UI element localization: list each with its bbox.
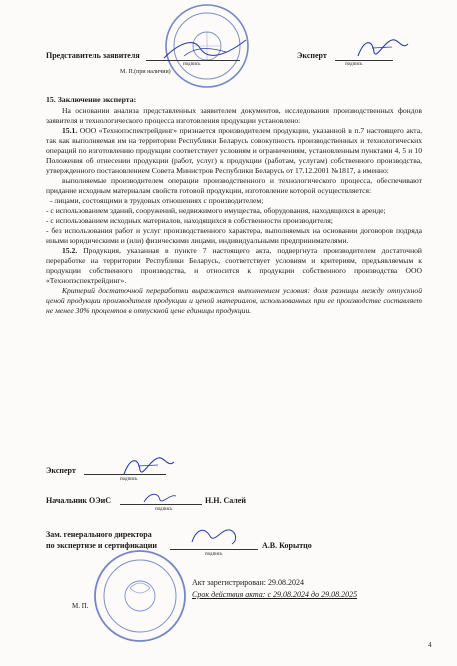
- head-signature-caption: подпись: [155, 507, 173, 512]
- stamp-place-mark: М. П.: [72, 602, 89, 610]
- head-name: Н.Н. Салей: [205, 496, 246, 505]
- head-signature-scribble: [140, 488, 180, 506]
- condition-item: - с использованием исходных материалов, находящихся в собственности производителя;: [46, 216, 333, 225]
- section-15-title: 15. Заключение эксперта:: [46, 95, 137, 104]
- expert-signature-scribble-bottom: [118, 452, 178, 480]
- head-of-department-label: Начальник ОЭиС: [46, 496, 112, 505]
- clause-15-2-number: 15.2.: [62, 246, 78, 255]
- validity-period: Срок действия акта: с 29.08.2024 до 29.08.2025: [192, 590, 358, 599]
- expert-signature-scribble-top: [352, 34, 412, 62]
- clause-15-1-number: 15.1.: [62, 126, 78, 135]
- condition-item: - с использованием зданий, сооружений, недвижимого имущества, оборудования, находящихся в аренде;: [46, 206, 386, 215]
- registration-date: Акт зарегистрирован: 29.08.2024: [192, 578, 305, 587]
- deputy-name: А.В. Корытцо: [262, 541, 312, 550]
- section-15-body: [46, 106, 422, 316]
- condition-item: - без использования работ и услуг производственного характера, выполняемых на основании договоров подряда иными юридическими и (или) физическими лицами, индивидуальными предпринимателями.: [46, 226, 422, 245]
- deputy-signature-caption: подпись: [205, 552, 223, 557]
- applicant-name: М. П.(при наличии): [120, 69, 171, 75]
- clause-15-1-text: ООО «Технопэспектрейдинг» признается производителем продукции, указанной в п.7 настоящего акта, так как выполняемая им на территории Республики Беларусь совокупность производственных и технологических операций по изготовлению продукции соответствует условиям и ограничениям, установленным пунктами 4, 5 и 10 Положения об отнесении продукции (работ, услуг) к продукции (работам, услугам) собственного производства, утвержденного постановлением Совета Министров Республики Беларусь от 17.12.2001 №1817, а именно:: [46, 126, 422, 175]
- applicant-representative-label: Представитель заявителя: [46, 51, 140, 60]
- expert-signature-caption-bottom: подпись: [120, 477, 138, 482]
- official-round-stamp: [92, 548, 188, 644]
- expert-signature-caption-top: подпись: [345, 62, 363, 67]
- clause-15-2: [46, 246, 422, 286]
- intro-paragraph: На основании анализа представленных заявителем документов, исследования производственных фондов заявителя и технологического процесса изготовления продукции установлено:: [46, 106, 422, 125]
- deputy-director-label-1: Зам. генерального директора: [46, 530, 152, 539]
- applicant-signature-caption: подпись: [183, 62, 201, 67]
- processing-criteria: Критерий достаточной переработки выражается выполнением условия: доля разницы между отпускной ценой продукции производителя продукции и ценой материалов, использованных при ее производстве составляет не менее 30% процентов в отпускной цене единицы продукции.: [46, 286, 422, 315]
- clause-15-1: [46, 126, 422, 176]
- applicant-signature-scribble: [160, 34, 250, 64]
- clause-15-2-text: Продукция, указанная в пункте 7 настоящего акта, подвергнута производителем достаточной переработке на территории Республики Беларусь, соответствует условиям и критериям, предъявляемым к продукции собственного производства, и относится к продукции собственного производства ООО «Технопэспектрейдинг».: [46, 246, 422, 285]
- page-number: 4: [428, 641, 432, 649]
- expert-label-bottom: Эксперт: [46, 466, 76, 475]
- clause-15-1-conditions: выполняемые производителем операции производственного и технологического процесса, обеспечивают придание исходным материалам свойств готовой продукции, изготовление которой осуществляется:: [46, 176, 422, 195]
- condition-item: - лицами, состоящими в трудовых отношениях с производителем;: [50, 196, 264, 205]
- expert-label-top: Эксперт: [297, 51, 327, 60]
- deputy-signature-scribble: [186, 522, 242, 550]
- deputy-director-label-2: по экспертизе и сертификации: [46, 541, 157, 550]
